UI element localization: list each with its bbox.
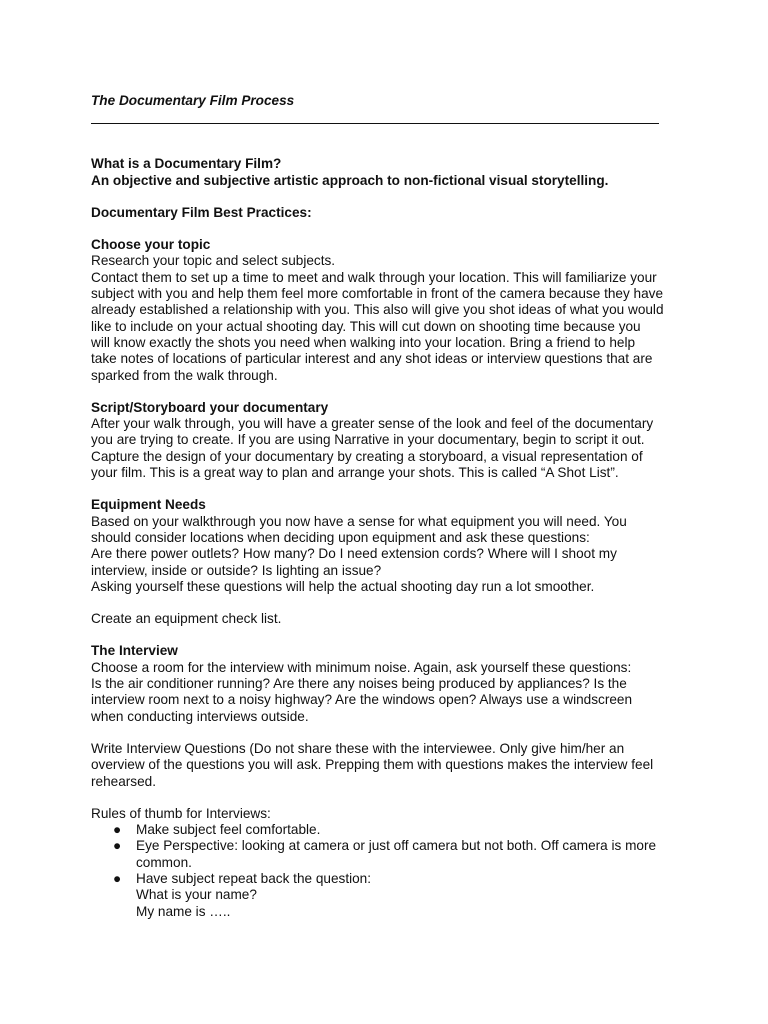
script-text [91,416,681,481]
choose-topic-text [91,253,681,383]
rules-list [91,822,681,887]
text-line: rehearsed. [91,773,156,789]
list-item [91,871,681,887]
bullet-dot-icon: ● [113,838,122,854]
text-line: After your walk through, you will have a greater sense of the look and feel of the documentary [91,416,654,432]
text-line: Write Interview Questions (Do not share these with the interviewee. Only give him/her an [91,740,625,756]
text-line: take notes of locations of particular interest and any shot ideas or interview questions that are [91,351,653,367]
equipment-checklist: Create an equipment check list. [91,611,282,627]
bullet-dot-icon: ● [113,822,122,838]
text-line: should consider locations when deciding upon equipment and ask these questions: [91,529,590,545]
equipment-heading: Equipment Needs [91,497,206,513]
text-line: Contact them to set up a time to meet and walk through your location. This will familiarize your [91,269,657,285]
interview-questions-text [91,741,681,790]
text-line: you are trying to create. If you are using Narrative in your documentary, begin to script it out. [91,432,645,448]
document-title: The Documentary Film Process [91,93,295,108]
text-line: when conducting interviews outside. [91,708,309,724]
text-line: What is your name? [136,887,257,903]
text-line: Based on your walkthrough you now have a sense for what equipment you will need. You [91,513,627,529]
text-line: Asking yourself these questions will help the actual shooting day run a lot smoother. [91,578,595,594]
bullet-dot-icon: ● [113,870,122,886]
what-is-question: What is a Documentary Film? [91,156,282,172]
text-line: Are there power outlets? How many? Do I need extension cords? Where will I shoot my [91,546,617,562]
list-item [91,822,681,838]
text-line: sparked from the walk through. [91,367,278,383]
script-heading: Script/Storyboard your documentary [91,399,329,415]
text-line: Research your topic and select subjects. [91,253,336,269]
text-line: Eye Perspective: looking at camera or just off camera but not both. Off camera is more [136,838,657,854]
text-line: subject with you and help them feel more comfortable in front of the camera because they have [91,286,664,302]
list-item [91,838,681,871]
choose-topic-heading: Choose your topic [91,237,211,253]
text-line: common. [136,854,192,870]
text-line: My name is ….. [136,903,231,919]
interview-text [91,660,681,725]
document-body [91,93,681,920]
text-line: already established a relationship with you. This also will give you shot ideas of what you would [91,302,664,318]
text-line: will know exactly the shots you need when walking into your location. Bring a friend to help [91,334,636,350]
example-dialogue [91,887,681,920]
text-line: your film. This is a great way to plan and arrange your shots. This is called “A Shot List”. [91,465,619,481]
what-is-answer: An objective and subjective artistic approach to non-fictional visual storytelling. [91,172,609,188]
text-line: overview of the questions you will ask. Prepping them with questions makes the interview feel [91,757,654,773]
interview-heading: The Interview [91,643,178,659]
best-practices-heading: Documentary Film Best Practices: [91,204,312,220]
text-line: interview, inside or outside? Is lighting an issue? [91,562,382,578]
text-line: Make subject feel comfortable. [136,822,321,838]
text-line: Capture the design of your documentary by creating a storyboard, a visual representation of [91,448,643,464]
text-line: Is the air conditioner running? Are there any noises being produced by appliances? Is the [91,676,627,692]
text-line: Have subject repeat back the question: [136,870,372,886]
text-line: Choose a room for the interview with minimum noise. Again, ask yourself these questions: [91,659,632,675]
equipment-text [91,514,681,595]
text-line: like to include on your actual shooting day. This will cut down on shooting time because you [91,318,641,334]
rules-heading: Rules of thumb for Interviews: [91,805,271,821]
text-line: interview room next to a noisy highway? Are the windows open? Always use a windscreen [91,692,633,708]
